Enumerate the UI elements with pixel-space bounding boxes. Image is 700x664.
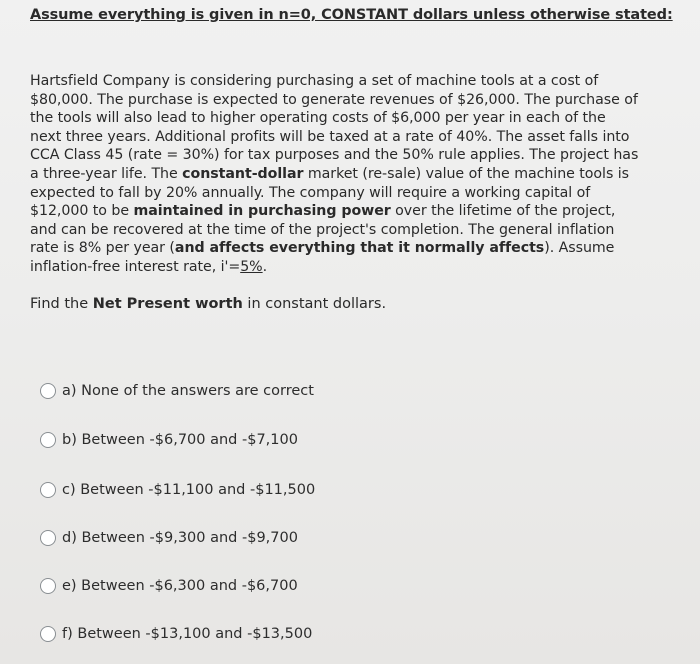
question-bold: Net Present worth: [92, 296, 243, 312]
answer-label: c) Between -$11,100 and -$11,500: [62, 482, 316, 498]
question-post: in constant dollars.: [242, 296, 387, 312]
answer-label: b) Between -$6,700 and -$7,100: [62, 432, 298, 448]
problem-interest-rate: 5%: [240, 258, 263, 275]
problem-text-2: market (re-sale) value of the machine tools is expected to fall by 20% annually. The company will require a working capital of $12,000 to be: [30, 165, 629, 220]
problem-text-3: over the lifetime of the project, and can be recovered at the time of the project's completion. The general inflation rate is 8% per year (: [30, 203, 616, 257]
problem-bold-constant-dollar: constant-dollar: [182, 165, 304, 182]
problem-text-4: ). Assume inflation-free interest rate, i'=: [30, 240, 615, 275]
radio-button[interactable]: [40, 482, 56, 498]
radio-button[interactable]: [40, 626, 56, 642]
radio-button[interactable]: [40, 578, 56, 594]
answer-label: a) None of the answers are correct: [62, 383, 314, 399]
answer-option-f[interactable]: [40, 623, 312, 645]
answer-option-c[interactable]: [40, 479, 315, 501]
instructions-header: Assume everything is given in n=0, CONSTANT dollars unless otherwise stated:: [30, 7, 673, 23]
problem-bold-purchasing-power: maintained in purchasing power: [133, 203, 391, 220]
radio-button[interactable]: [40, 530, 56, 546]
answer-label: e) Between -$6,300 and -$6,700: [62, 578, 298, 594]
radio-button[interactable]: [40, 383, 56, 399]
answer-option-d[interactable]: [40, 527, 298, 549]
answer-option-b[interactable]: [40, 429, 298, 451]
answer-label: f) Between -$13,100 and -$13,500: [62, 626, 313, 642]
answer-option-e[interactable]: [40, 575, 298, 597]
problem-text-1: Hartsfield Company is considering purchasing a set of machine tools at a cost of $80,000. The purchase is expected to generate revenues of $26,000. The purchase of the tools will also lead to higher operating costs of $6,000 per year in each of the next three years. Additional profits will be taxed at a rate of 40%. The asset falls into CCA Class 45 (rate = 30%) for tax purposes and the 50% rule applies. The project has a three-year life. The: [30, 73, 639, 182]
radio-button[interactable]: [40, 432, 56, 448]
problem-text-5: .: [262, 258, 268, 275]
answer-label: d) Between -$9,300 and -$9,700: [62, 530, 298, 546]
question-pre: Find the: [30, 296, 93, 312]
problem-bold-inflation-note: and affects everything that it normally affects: [174, 240, 545, 257]
answer-option-a[interactable]: [40, 380, 314, 402]
question-prompt: [30, 296, 386, 312]
problem-statement: [30, 72, 640, 277]
